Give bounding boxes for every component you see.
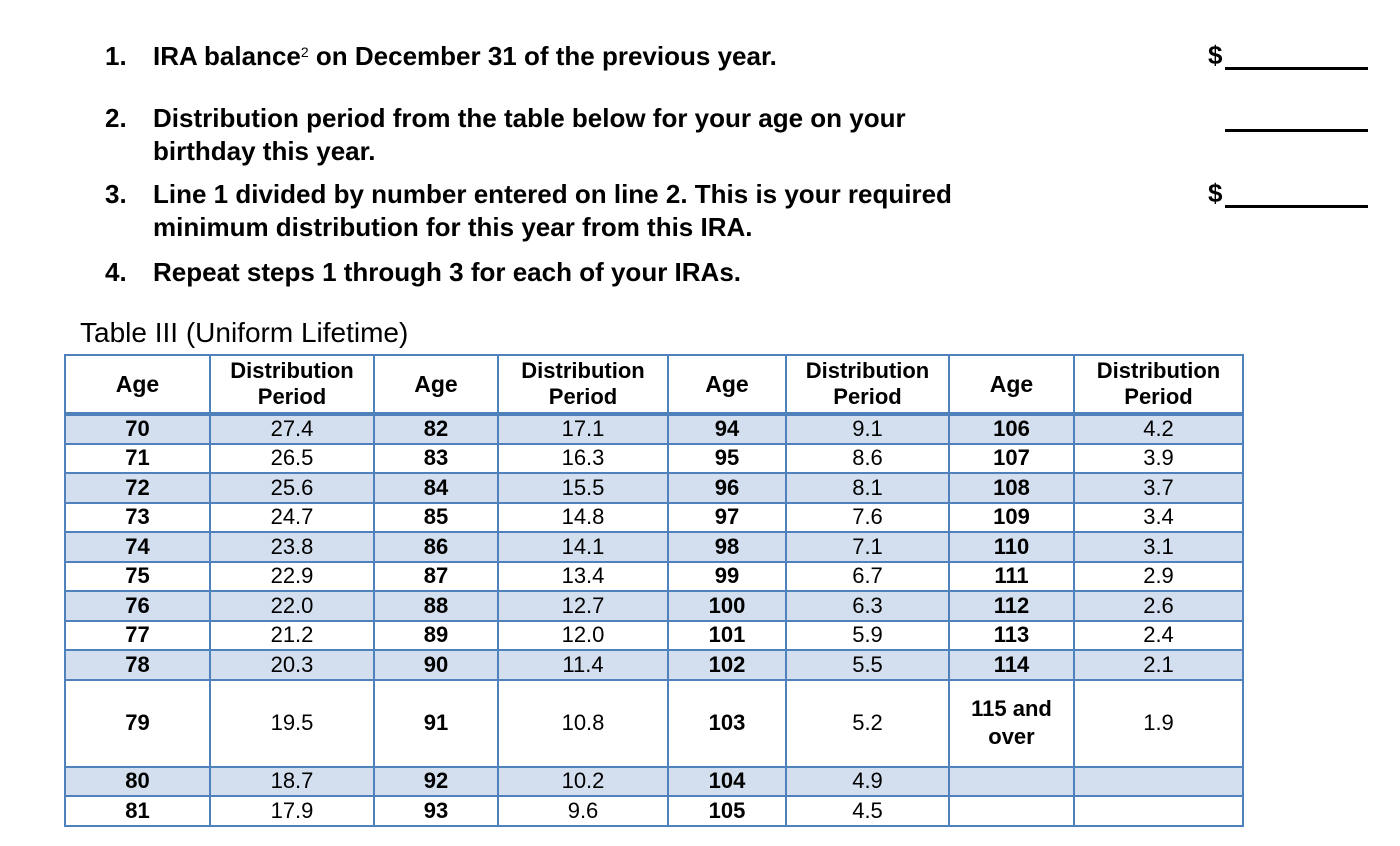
distribution-period-cell: 26.5 [210,444,374,474]
age-cell: 101 [668,621,786,651]
age-cell: 82 [374,414,498,444]
distribution-period-cell: 24.7 [210,503,374,533]
age-cell: 105 [668,796,786,826]
age-cell: 89 [374,621,498,651]
distribution-period-cell: 6.7 [786,562,949,592]
age-cell: 87 [374,562,498,592]
distribution-period-cell: 19.5 [210,680,374,767]
age-cell: 92 [374,767,498,797]
age-cell: 90 [374,650,498,680]
step-number: 3. [105,179,127,209]
distribution-period-cell: 9.6 [498,796,668,826]
distribution-period-cell: 17.9 [210,796,374,826]
header-age: Age [374,355,498,414]
age-cell: 77 [65,621,210,651]
age-cell: 107 [949,444,1074,474]
table-row [65,621,1243,651]
step-text: Line 1 divided by number entered on line 2. This is your required minimum distribution for this year from this IRA. [153,179,952,242]
table-row [65,767,1243,797]
distribution-period-cell: 22.0 [210,591,374,621]
distribution-period-cell [1074,796,1243,826]
distribution-period-cell: 14.1 [498,532,668,562]
distribution-period-cell: 5.9 [786,621,949,651]
age-cell: 81 [65,796,210,826]
distribution-period-cell: 27.4 [210,414,374,444]
distribution-period-cell: 20.3 [210,650,374,680]
distribution-period-cell: 10.8 [498,680,668,767]
distribution-period-cell: 1.9 [1074,680,1243,767]
age-cell: 75 [65,562,210,592]
step-text: Distribution period from the table below for your age on your birthday this year. [153,103,906,166]
age-cell: 115 and over [949,680,1074,767]
age-cell: 76 [65,591,210,621]
table-row [65,414,1243,444]
uniform-lifetime-table [64,354,1244,827]
age-cell: 108 [949,473,1074,503]
table-row [65,444,1243,474]
table-row [65,680,1243,767]
entry-line [1225,205,1368,208]
age-cell: 79 [65,680,210,767]
age-cell: 97 [668,503,786,533]
table-row [65,562,1243,592]
distribution-period-cell: 4.2 [1074,414,1243,444]
distribution-period-cell: 13.4 [498,562,668,592]
step-3-entry-field[interactable] [1208,178,1368,208]
distribution-period-cell: 9.1 [786,414,949,444]
distribution-period-cell: 17.1 [498,414,668,444]
table-title: Table III (Uniform Lifetime) [80,317,409,348]
age-cell: 106 [949,414,1074,444]
table-row [65,650,1243,680]
dollar-sign: $ [1208,178,1223,208]
table-row [65,503,1243,533]
age-cell: 113 [949,621,1074,651]
step-text: Repeat steps 1 through 3 for each of your IRAs. [153,257,741,287]
distribution-period-cell: 18.7 [210,767,374,797]
age-cell: 80 [65,767,210,797]
distribution-period-cell: 2.1 [1074,650,1243,680]
age-cell: 78 [65,650,210,680]
age-cell: 86 [374,532,498,562]
distribution-period-cell: 10.2 [498,767,668,797]
age-cell [949,796,1074,826]
distribution-period-cell: 25.6 [210,473,374,503]
distribution-period-cell: 7.6 [786,503,949,533]
age-cell: 72 [65,473,210,503]
distribution-period-cell: 4.9 [786,767,949,797]
distribution-period-cell: 5.2 [786,680,949,767]
distribution-period-cell: 3.9 [1074,444,1243,474]
dollar-sign: $ [1208,40,1223,70]
header-distribution-period: Distribution Period [1074,355,1243,414]
distribution-period-cell: 8.6 [786,444,949,474]
age-cell: 96 [668,473,786,503]
header-age: Age [668,355,786,414]
distribution-period-cell: 3.1 [1074,532,1243,562]
age-cell: 112 [949,591,1074,621]
age-cell: 83 [374,444,498,474]
age-cell: 94 [668,414,786,444]
age-cell: 110 [949,532,1074,562]
step-text: IRA balance$^2$ on December 31 of the previous year. [153,41,777,71]
age-cell: 95 [668,444,786,474]
distribution-period-cell: 22.9 [210,562,374,592]
age-cell: 100 [668,591,786,621]
age-cell [949,767,1074,797]
entry-line [1225,67,1368,70]
distribution-period-cell: 2.4 [1074,621,1243,651]
header-distribution-period: Distribution Period [786,355,949,414]
distribution-period-cell: 3.4 [1074,503,1243,533]
age-cell: 91 [374,680,498,767]
distribution-period-cell: 5.5 [786,650,949,680]
distribution-period-cell: 11.4 [498,650,668,680]
age-cell: 88 [374,591,498,621]
distribution-period-cell [1074,767,1243,797]
distribution-period-cell: 7.1 [786,532,949,562]
age-cell: 104 [668,767,786,797]
table-header-row [65,355,1243,414]
age-cell: 73 [65,503,210,533]
age-cell: 93 [374,796,498,826]
header-age: Age [949,355,1074,414]
distribution-period-cell: 15.5 [498,473,668,503]
distribution-period-cell: 14.8 [498,503,668,533]
distribution-period-cell: 23.8 [210,532,374,562]
age-cell: 111 [949,562,1074,592]
step-number: 1. [105,41,127,71]
step-number: 2. [105,103,127,133]
distribution-period-cell: 4.5 [786,796,949,826]
age-cell: 99 [668,562,786,592]
distribution-period-cell: 8.1 [786,473,949,503]
step-2-entry-field[interactable] [1208,102,1368,132]
age-cell: 70 [65,414,210,444]
age-cell: 84 [374,473,498,503]
distribution-period-cell: 6.3 [786,591,949,621]
distribution-period-cell: 12.0 [498,621,668,651]
header-distribution-period: Distribution Period [498,355,668,414]
age-cell: 98 [668,532,786,562]
entry-line [1225,129,1368,132]
age-cell: 71 [65,444,210,474]
distribution-period-cell: 3.7 [1074,473,1243,503]
table-row [65,796,1243,826]
header-age: Age [65,355,210,414]
distribution-period-cell: 12.7 [498,591,668,621]
distribution-period-cell: 2.9 [1074,562,1243,592]
table-row [65,473,1243,503]
table-body [65,414,1243,826]
step-1-entry-field[interactable] [1208,40,1368,70]
age-cell: 109 [949,503,1074,533]
table-row [65,591,1243,621]
header-distribution-period: Distribution Period [210,355,374,414]
distribution-period-cell: 21.2 [210,621,374,651]
step-number: 4. [105,257,127,287]
footnote-ref: 2 [300,44,309,60]
age-cell: 85 [374,503,498,533]
distribution-period-cell: 16.3 [498,444,668,474]
age-cell: 102 [668,650,786,680]
distribution-period-cell: 2.6 [1074,591,1243,621]
table-row [65,532,1243,562]
age-cell: 74 [65,532,210,562]
age-cell: 103 [668,680,786,767]
age-cell: 114 [949,650,1074,680]
